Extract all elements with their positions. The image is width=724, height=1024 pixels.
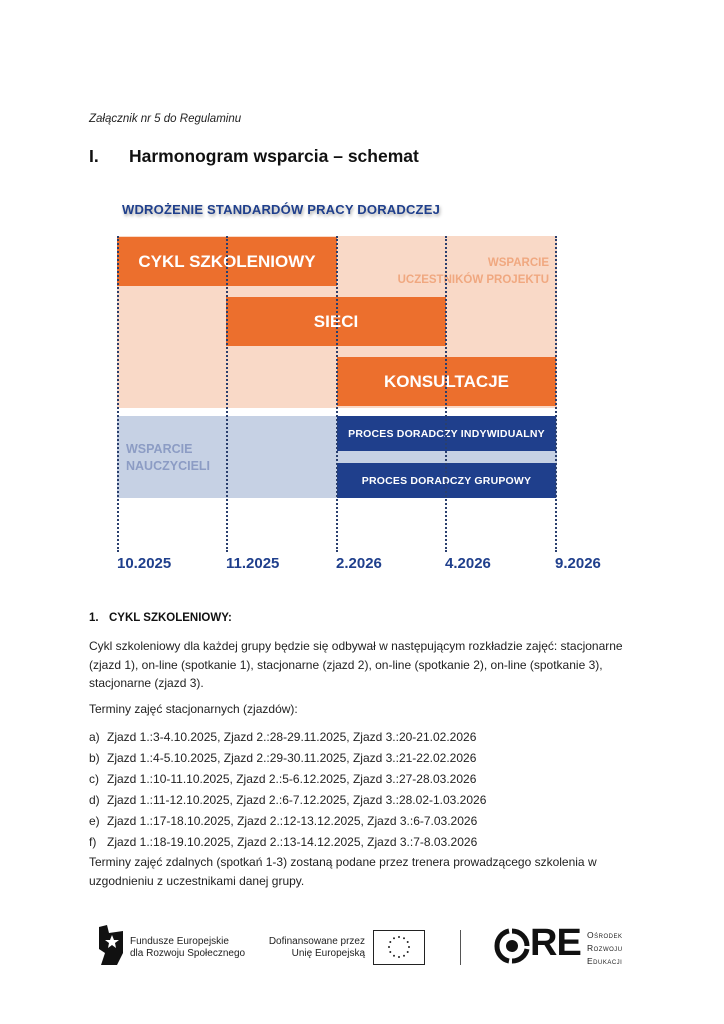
bar-training-cycle: CYKL SZKOLENIOWY bbox=[117, 237, 337, 286]
eu-cofunded-text: Dofinansowane przez Unię Europejską bbox=[268, 936, 365, 959]
timeline-gridline bbox=[117, 236, 119, 552]
list-item: b) Zjazd 1.:4-5.10.2025, Zjazd 2.:29-30.11.2025, Zjazd 3.:21-22.02.2026 bbox=[89, 751, 477, 765]
diagram-title: WDROŻENIE STANDARDÓW PRACY DORADCZEJ bbox=[122, 202, 441, 217]
timeline-gridline bbox=[226, 236, 228, 552]
terms-label: Terminy zajęć stacjonarnych (zjazdów): bbox=[89, 702, 298, 716]
date-label: 9.2026 bbox=[555, 555, 601, 572]
list-item: c) Zjazd 1.:10-11.10.2025, Zjazd 2.:5-6.12.2025, Zjazd 3.:27-28.03.2026 bbox=[89, 772, 477, 786]
date-label: 2.2026 bbox=[336, 555, 382, 572]
ore-circle-logo-icon bbox=[494, 928, 530, 964]
european-funds-logo-icon bbox=[97, 923, 125, 967]
timeline-gridline bbox=[336, 236, 338, 552]
date-label: 10.2025 bbox=[117, 555, 172, 572]
participants-support-label: WSPARCIE UCZESTNIKÓW PROJEKTU bbox=[397, 257, 549, 286]
remote-classes-note: Terminy zajęć zdalnych (spotkań 1-3) zostaną podane przez trenera prowadzącego szkolenia w uzgodnieniu z uczestnikami danej grupy. bbox=[89, 855, 597, 888]
timeline-gridline bbox=[445, 236, 447, 552]
date-label: 4.2026 bbox=[445, 555, 491, 572]
ore-subtitle: Ośrodek Rozwoju Edukacji bbox=[587, 930, 623, 966]
annex-label: Załącznik nr 5 do Regulaminu bbox=[89, 113, 242, 125]
section-number: I. bbox=[89, 146, 99, 166]
ore-logo-text: RE bbox=[530, 922, 581, 964]
terms-list bbox=[89, 727, 486, 853]
european-funds-text: Fundusze Europejskie dla Rozwoju Społecznego bbox=[130, 936, 246, 959]
list-item: a) Zjazd 1.:3-4.10.2025, Zjazd 2.:28-29.11.2025, Zjazd 3.:20-21.02.2026 bbox=[89, 730, 477, 744]
bar-group-process: PROCES DORADCZY GRUPOWY bbox=[337, 463, 556, 498]
footer-divider bbox=[460, 930, 461, 965]
training-cycle-intro: Cykl szkoleniowy dla każdej grupy będzie się odbywał w następującym rozkładzie zajęć: stacjonarne (zjazd 1), on-line (spotkanie 1), stacjonarne (zjazd 2), on-line (spotkanie 2), on-line (spotkanie 3), stacjonarne (zjazd 3). bbox=[89, 639, 623, 690]
section-heading bbox=[89, 146, 419, 167]
section-title: Harmonogram wsparcia – schemat bbox=[129, 146, 419, 166]
timeline-gridline bbox=[555, 236, 557, 552]
list-item: f) Zjazd 1.:18-19.10.2025, Zjazd 2.:13-14.12.2025, Zjazd 3.:7-8.03.2026 bbox=[89, 835, 478, 849]
list-item: e) Zjazd 1.:17-18.10.2025, Zjazd 2.:12-13.12.2025, Zjazd 3.:6-7.03.2026 bbox=[89, 814, 478, 828]
date-label: 11.2025 bbox=[226, 555, 280, 572]
subsection-heading: 1. CYKL SZKOLENIOWY: bbox=[89, 612, 232, 624]
bar-networks: SIECI bbox=[226, 297, 446, 346]
eu-flag-icon bbox=[373, 930, 425, 965]
bar-individual-process: PROCES DORADCZY INDYWIDUALNY bbox=[337, 416, 556, 451]
bar-consultations: KONSULTACJE bbox=[337, 357, 556, 406]
teachers-support-label: WSPARCIE NAUCZYCIELI bbox=[126, 442, 211, 473]
list-item: d) Zjazd 1.:11-12.10.2025, Zjazd 2.:6-7.12.2025, Zjazd 3.:28.02-1.03.2026 bbox=[89, 793, 487, 807]
